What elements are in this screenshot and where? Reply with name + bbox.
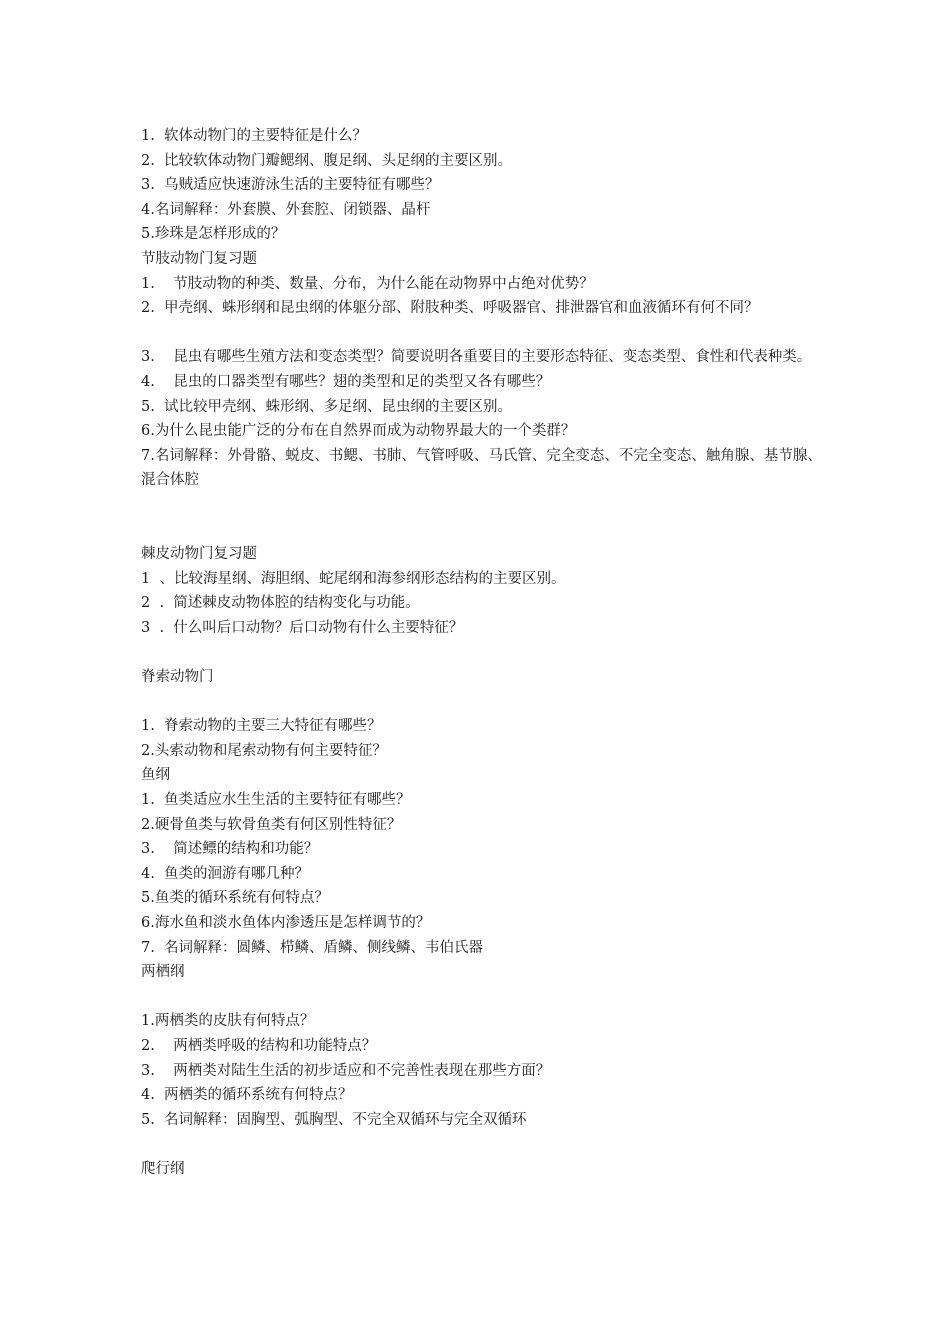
text-line: 5. 试比较甲壳纲、蛛形纲、多足纲、昆虫纲的主要区别。 — [141, 398, 513, 415]
text-line: 5.鱼类的循环系统有何特点？ — [141, 890, 329, 907]
text-line: 5.珍珠是怎样形成的？ — [141, 226, 286, 243]
text-line: 1. 软体动物门的主要特征是什么？ — [141, 128, 368, 144]
blank-line — [141, 640, 831, 665]
text-line: 7. 名词解释：圆鳞、栉鳞、盾鳞、侧线鳞、韦伯氏器 — [141, 939, 484, 956]
text-line: 1. 鱼类适应水生生活的主要特征有哪些？ — [141, 792, 411, 809]
blank-line — [141, 321, 831, 346]
text-line: 1. 节肢动物的种类、数量、分布，为什么能在动物界中占绝对优势？ — [141, 275, 594, 292]
text-line: 3. 乌贼适应快速游泳生活的主要特征有哪些？ — [141, 177, 440, 194]
document-body — [141, 124, 831, 1182]
blank-line — [141, 1132, 831, 1157]
text-line: 4. 昆虫的口器类型有哪些？翅的类型和足的类型又各有哪些？ — [141, 373, 551, 390]
blank-line — [141, 985, 831, 1010]
text-line: 3. 两栖类对陆生生活的初步适应和不完善性表现在那些方面？ — [141, 1062, 551, 1079]
text-line: 1.两栖类的皮肤有何特点？ — [141, 1013, 315, 1030]
text-line: 鱼纲 — [141, 767, 170, 784]
text-line: 3. 昆虫有哪些生殖方法和变态类型？简要说明各重要目的主要形态特征、变态类型、食性和代表种类。 — [141, 349, 812, 366]
text-line: 棘皮动物门复习题 — [141, 546, 257, 563]
text-line: 4. 鱼类的洄游有哪几种？ — [141, 865, 310, 882]
text-line: 爬行纲 — [141, 1160, 185, 1177]
text-line: 4. 两栖类的循环系统有何特点？ — [141, 1087, 353, 1104]
text-line: 4.名词解释：外套膜、外套腔、闭锁器、晶杆 — [141, 201, 431, 218]
text-line: 1. 脊索动物的主要三大特征有哪些？ — [141, 718, 382, 735]
blank-line — [141, 690, 831, 715]
blank-line — [141, 493, 831, 518]
text-line: 2. 甲壳纲、蛛形纲和昆虫纲的体躯分部、附肢种类、呼吸器官、排泄器官和血液循环有何不同？ — [141, 300, 759, 317]
text-line: 2. 比较软体动物门瓣鳃纲、腹足纲、头足纲的主要区别。 — [141, 152, 513, 169]
text-line: 5. 名词解释：固胸型、弧胸型、不完全双循环与完全双循环 — [141, 1111, 527, 1128]
text-line: 2.头索动物和尾索动物有何主要特征？ — [141, 742, 387, 759]
text-line: 2.硬骨鱼类与软骨鱼类有何区别性特征？ — [141, 816, 402, 833]
text-line: 3. 简述鳔的结构和功能？ — [141, 841, 319, 858]
text-line: 7.名词解释：外骨骼、蜕皮、书鳃、书肺、气管呼吸、马氏管、完全变态、不完全变态、触角腺、基节腺、混合体腔 — [141, 447, 822, 489]
text-line: 两栖纲 — [141, 964, 185, 981]
text-line: 6.海水鱼和淡水鱼体内渗透压是怎样调节的？ — [141, 915, 431, 931]
text-line: 1 、比较海星纲、海胆纲、蛇尾纲和海参纲形态结构的主要区别。 — [141, 570, 566, 587]
text-line: 脊索动物门 — [141, 669, 214, 686]
text-line: 6.为什么昆虫能广泛的分布在自然界而成为动物界最大的一个类群？ — [141, 423, 576, 440]
blank-line — [141, 518, 831, 543]
text-line: 节肢动物门复习题 — [141, 250, 257, 267]
text-line: 2 . 简述棘皮动物体腔的结构变化与功能。 — [141, 595, 420, 612]
text-line: 2. 两栖类呼吸的结构和功能特点？ — [141, 1037, 377, 1054]
text-line: 3 . 什么叫后口动物？后口动物有什么主要特征？ — [141, 619, 464, 636]
